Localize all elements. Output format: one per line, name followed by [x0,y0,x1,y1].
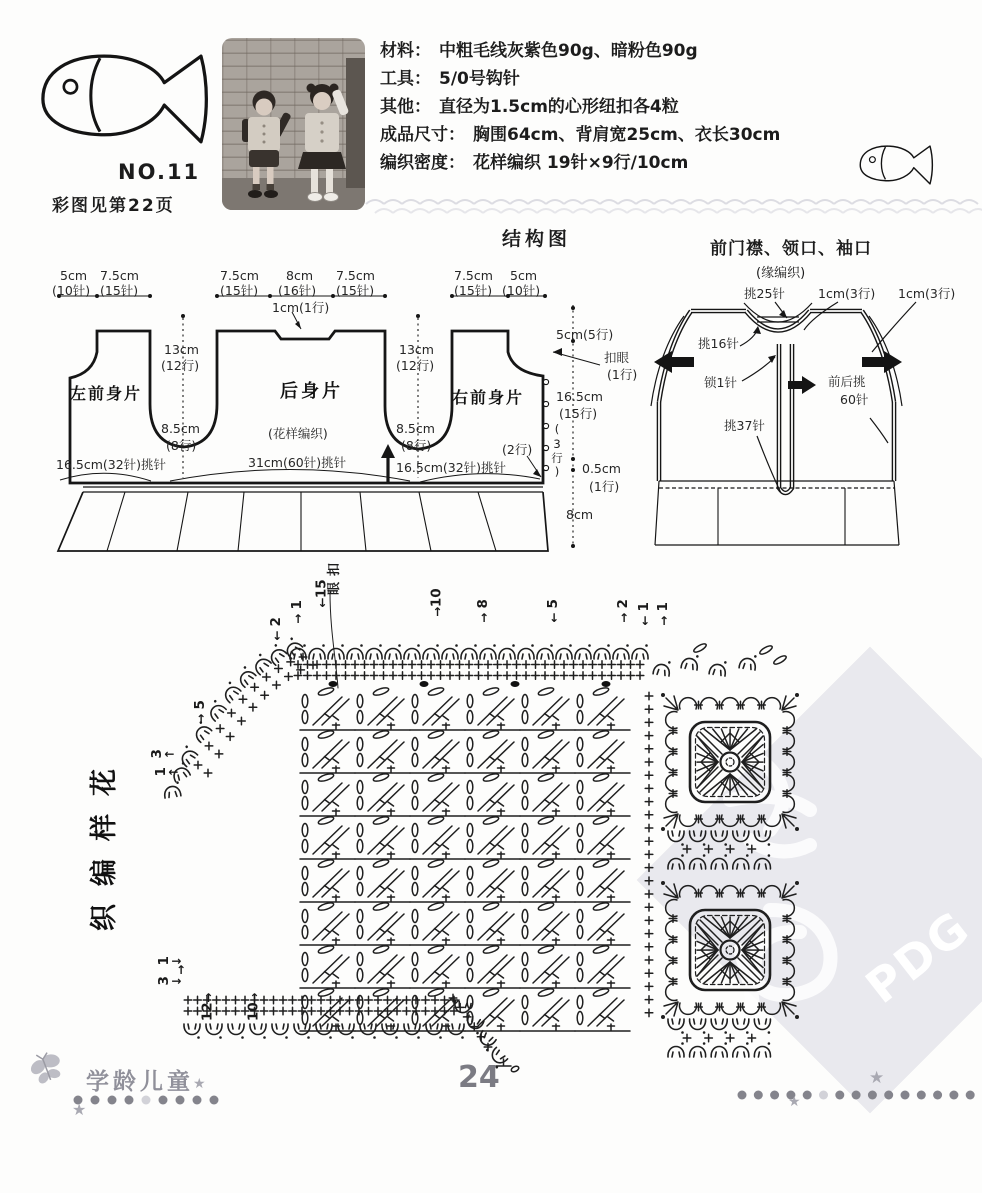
stitch-count-label: 60针 [840,392,869,407]
dimension-label: (15行) [559,406,598,421]
stitch-count-label: 1cm(3行) [818,286,876,301]
chart-row-marker [636,600,653,628]
dimension-label: 7.5cm [336,268,375,283]
info-value: 5/0号钩针 [439,69,520,89]
chart-row-marker [289,598,306,626]
dimension-label: (10针) [502,283,541,298]
direction-arrow-icon: ← [168,764,179,779]
info-value: 直径为1.5cm的心形纽扣各4粒 [439,97,679,117]
dimension-label: 8.5cm [161,421,200,436]
star-icon: ★ [72,1100,87,1119]
row-number: 2 [268,617,285,627]
photo-figures [222,38,365,210]
direction-arrow-icon: ↓ [317,595,328,610]
stitch-count-label: 锁1针 [704,375,737,390]
dimension-label: (16针) [278,283,317,298]
info-line [380,148,780,176]
dimension-label: (1行) [607,367,638,382]
category-footer-label: 学龄儿童 [86,1069,194,1095]
row-number: 3 [155,976,172,986]
row-number: 3 [148,749,165,759]
chart-row-marker [655,600,672,628]
wavy-divider [366,200,982,213]
dimension-label: 5cm(5行) [556,327,614,342]
row-number: 5 [545,599,562,609]
row-number: 15 [313,579,330,599]
chart-row-marker [545,597,562,625]
dimension-label: 7.5cm [100,268,139,283]
fish-logo [43,56,206,142]
chart-row-marker [245,991,264,1022]
dimension-label: 13cm [399,342,434,357]
info-line [380,64,780,92]
row-number: 1 [655,602,672,612]
direction-arrow-icon: ← [164,746,175,761]
butterfly-icon [25,1048,67,1088]
chart-row-marker [428,588,447,619]
star-icon: ★ [788,1094,801,1110]
dimension-label: 后身片 [280,381,343,402]
footer-dots [74,1091,975,1105]
info-label: 工具： [380,69,431,89]
issue-number: NO.11 [118,160,201,184]
dimension-label: (15针) [454,283,493,298]
stitch-count-label: 挑37针 [724,418,765,433]
dimension-label: 8cm [286,268,314,283]
model-photo [222,38,365,210]
direction-arrow-icon: ↑ [659,613,670,628]
row-number: 10 [245,1002,262,1022]
dimension-label: (1行) [589,479,620,494]
skirt-outline [58,492,548,551]
row-number: 1 [289,600,306,610]
row-number: 1 [636,602,653,612]
dimension-label: (8行) [401,438,432,453]
structure-diagram [57,294,600,551]
info-label: 编织密度： [380,153,465,173]
dimension-label: 16.5cm(32针)挑针 [396,460,507,475]
stitch-count-label: 前后挑 [828,374,866,389]
info-value: 花样编织 19针×9行/10cm [473,153,689,173]
dimension-label: 16.5cm [556,389,603,404]
dimension-label: (15针) [100,283,139,298]
direction-arrow-icon: ↓ [640,613,651,628]
dimension-label: (15针) [336,283,375,298]
chart-row-marker [199,991,218,1022]
color-page-reference: 彩图见第22页 [52,196,175,216]
info-line [380,92,780,120]
star-icon: ★ [193,1076,206,1092]
dimension-label: (15针) [220,283,259,298]
info-label: 成品尺寸： [380,125,465,145]
skirt-panels [107,492,496,551]
dimension-label: 0.5cm [582,461,621,476]
info-label: 材料： [380,41,431,61]
placket-subtitle: (缘编织) [756,266,806,281]
dimension-label: (12行) [161,358,200,373]
materials-info [380,36,780,176]
hem-band [83,487,543,492]
row-number: 10 [428,588,445,608]
direction-arrow-icon: ↑ [619,610,630,625]
direction-arrow-icon: ↓ [549,610,560,625]
dimension-label: 7.5cm [454,268,493,283]
chart-row-marker [155,973,182,988]
dimension-label: 1cm(1行) [272,300,330,315]
direction-arrow-icon: ↑ [176,963,187,977]
watermark-pdg-text: PDG [855,900,981,1014]
row-number: 8 [475,599,492,609]
direction-arrow-icon: ↑ [432,604,443,619]
row-number: 2 [615,599,632,609]
dimension-label: 16.5cm(32针)挑针 [56,457,167,472]
rows-3-vertical-label: (3行) [550,422,564,480]
small-fish-icon [860,146,932,184]
dimension-label: 8cm [566,507,594,522]
row-number: 12 [199,1002,216,1022]
info-label: 其他： [380,97,431,117]
direction-arrow-icon: ↑ [203,991,214,1005]
dimension-label: (2行) [502,442,533,457]
direction-arrow-icon: ↑ [249,991,260,1005]
stitch-count-label: 挑25针 [744,286,785,301]
dimension-label: 左前身片 [70,384,143,403]
placket-diagram [651,302,916,545]
dimension-label: (12行) [396,358,435,373]
info-line [380,120,780,148]
page-number: 24 [458,1060,500,1095]
chart-row-marker [313,579,332,610]
dimension-label: 5cm [510,268,538,283]
direction-arrow-icon: ↑ [293,611,304,626]
dimension-label: (8行) [166,438,197,453]
dimension-label: 5cm [60,268,88,283]
stitch-count-label: 挑16针 [698,336,739,351]
dimension-label: 8.5cm [396,421,435,436]
chart-row-marker [152,764,179,779]
structure-title: 结构图 [502,228,572,250]
pattern-section-title: 花 样 编 织 [89,769,120,931]
direction-arrow-icon: ↑ [479,610,490,625]
direction-arrow-icon: ↓ [272,628,283,643]
star-icon: ★ [869,1068,885,1088]
chart-row-marker [148,746,175,761]
info-line [380,36,780,64]
dimension-label: 右前身片 [452,388,525,407]
direction-arrow-icon: ↑ [196,711,207,726]
dimension-label: 7.5cm [220,268,259,283]
dimension-label: (10针) [52,283,91,298]
dimension-label: 13cm [164,342,199,357]
info-value: 中粗毛线灰紫色90g、暗粉色90g [439,41,698,61]
direction-arrow-icon: → [171,973,182,988]
chart-buttonhole-label: 扣 眼 [327,562,343,596]
dimension-label: 31cm(60针)挑针 [248,455,347,470]
chart-row-marker [268,615,285,643]
chart-row-marker [192,698,209,726]
direction-arrow-icon: → [171,953,182,968]
dimension-label: 扣眼 [604,350,630,365]
stitch-count-label: 1cm(3行) [898,286,956,301]
dimension-label: (花样编织) [268,426,328,441]
chart-row-marker [475,597,492,625]
info-value: 胸围64cm、背肩宽25cm、衣长30cm [473,125,781,145]
row-number: 1 [152,767,169,777]
placket-title: 前门襟、领口、袖口 [710,239,872,259]
chart-row-marker [615,597,632,625]
row-number: 1 [155,956,172,966]
row-number: 5 [192,700,209,710]
